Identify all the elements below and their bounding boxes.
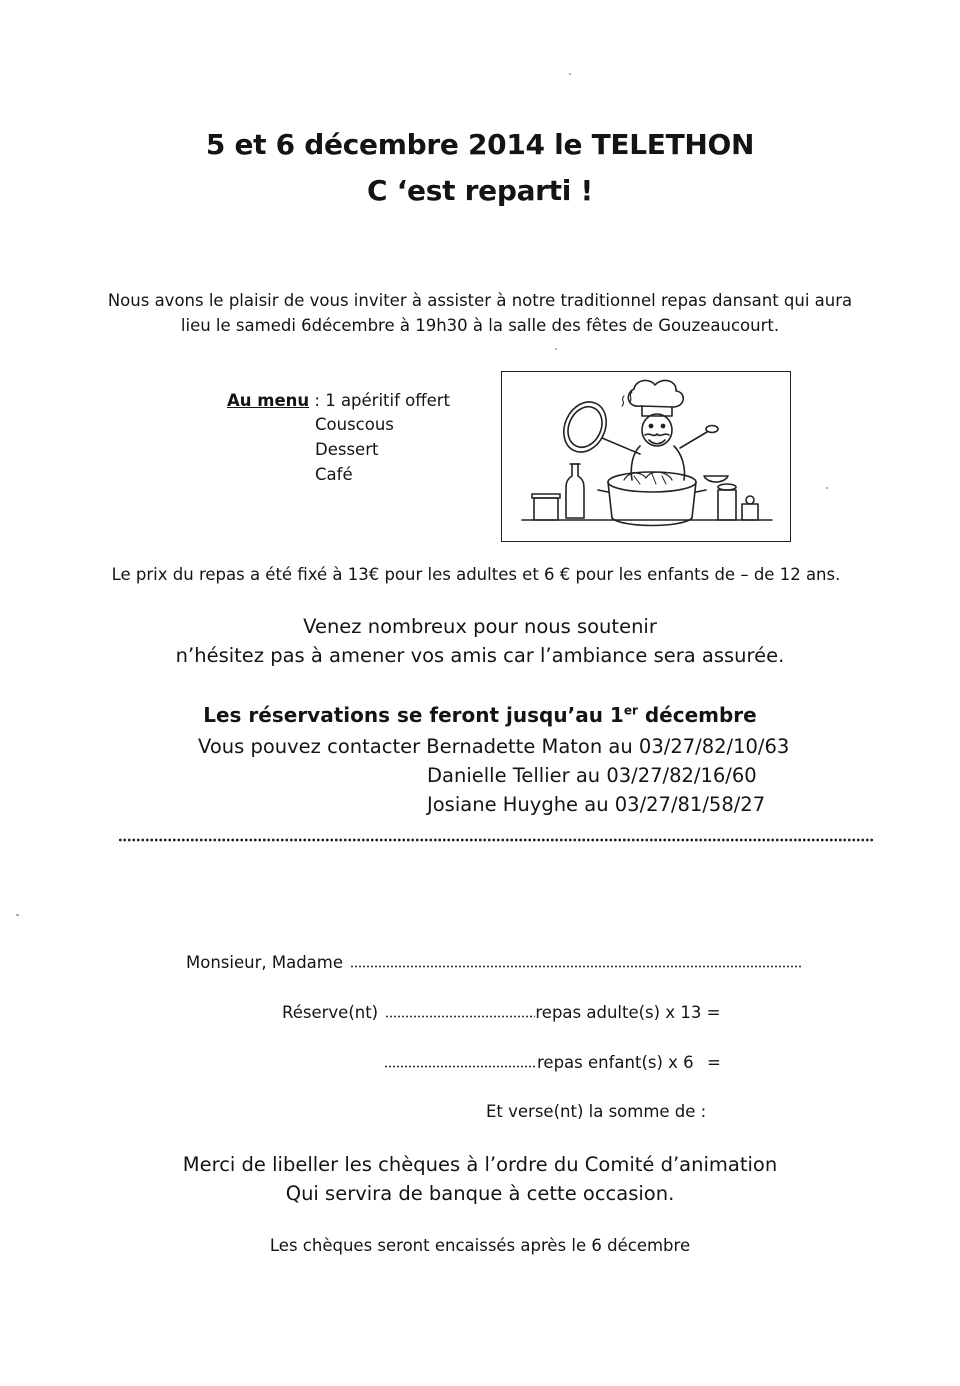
cut-dotted-line <box>118 834 874 846</box>
cheque-line2: Qui servira de banque à cette occasion. <box>285 1182 675 1205</box>
page-title-line2: C ‘est reparti ! <box>367 174 593 207</box>
contact-line: Josiane Huyghe au 03/27/81/58/27 <box>427 793 766 816</box>
contact-line: Danielle Tellier au 03/27/82/16/60 <box>427 764 757 787</box>
adult-meal-label: repas adulte(s) x 13 = <box>535 1003 721 1022</box>
menu-separator: : <box>309 391 326 410</box>
cashing-note: Les chèques seront encaissés après le 6 décembre <box>269 1236 691 1255</box>
name-label: Monsieur, Madame <box>186 953 344 972</box>
ordinal-superscript: er <box>623 703 638 718</box>
child-equals: = <box>706 1053 721 1072</box>
scan-speck <box>555 348 557 350</box>
page-title-line1: 5 et 6 décembre 2014 le TELETHON <box>205 128 755 161</box>
contact-line: Vous pouvez contacter Bernadette Maton au 03/27/82/10/63 <box>198 735 790 758</box>
scan-speck <box>569 73 571 75</box>
cheque-line1: Merci de libeller les chèques à l’ordre du Comité d’animation <box>182 1153 778 1176</box>
child-count-field[interactable] <box>384 1065 537 1068</box>
reserve-label: Réserve(nt) <box>282 1003 379 1022</box>
name-fill-field[interactable] <box>350 965 802 968</box>
invite-line1: Venez nombreux pour nous soutenir <box>303 615 657 638</box>
reservations-heading <box>0 703 960 727</box>
chef-illustration-frame <box>501 371 791 542</box>
invite-line2: n’hésitez pas à amener vos amis car l’ambiance sera assurée. <box>175 644 785 667</box>
reservations-heading-text: Les réservations se feront jusqu’au 1 <box>203 703 624 727</box>
child-meal-label: repas enfant(s) x 6 <box>537 1053 694 1072</box>
menu-item: Café <box>315 465 353 484</box>
form-adult-row <box>282 1003 720 1022</box>
menu-first-line <box>227 391 450 410</box>
sum-label: Et verse(nt) la somme de : <box>486 1102 707 1121</box>
menu-item: Dessert <box>315 440 379 459</box>
form-name-row <box>186 953 802 972</box>
reservations-heading-month: décembre <box>637 703 757 727</box>
menu-item: 1 apéritif offert <box>325 391 451 410</box>
scan-speck <box>16 914 19 916</box>
form-child-row <box>384 1053 721 1072</box>
intro-line1: Nous avons le plaisir de vous inviter à assister à notre traditionnel repas dansant qui aura <box>107 291 853 310</box>
intro-line2: lieu le samedi 6décembre à 19h30 à la salle des fêtes de Gouzeaucourt. <box>180 316 780 335</box>
adult-count-field[interactable] <box>385 1015 535 1018</box>
scan-speck <box>826 487 828 489</box>
menu-label: Au menu <box>227 391 310 410</box>
chef-cooking-icon <box>502 372 789 540</box>
price-text: Le prix du repas a été fixé à 13€ pour les adultes et 6 € pour les enfants de – de 12 ans. <box>111 565 841 584</box>
menu-item: Couscous <box>315 415 394 434</box>
